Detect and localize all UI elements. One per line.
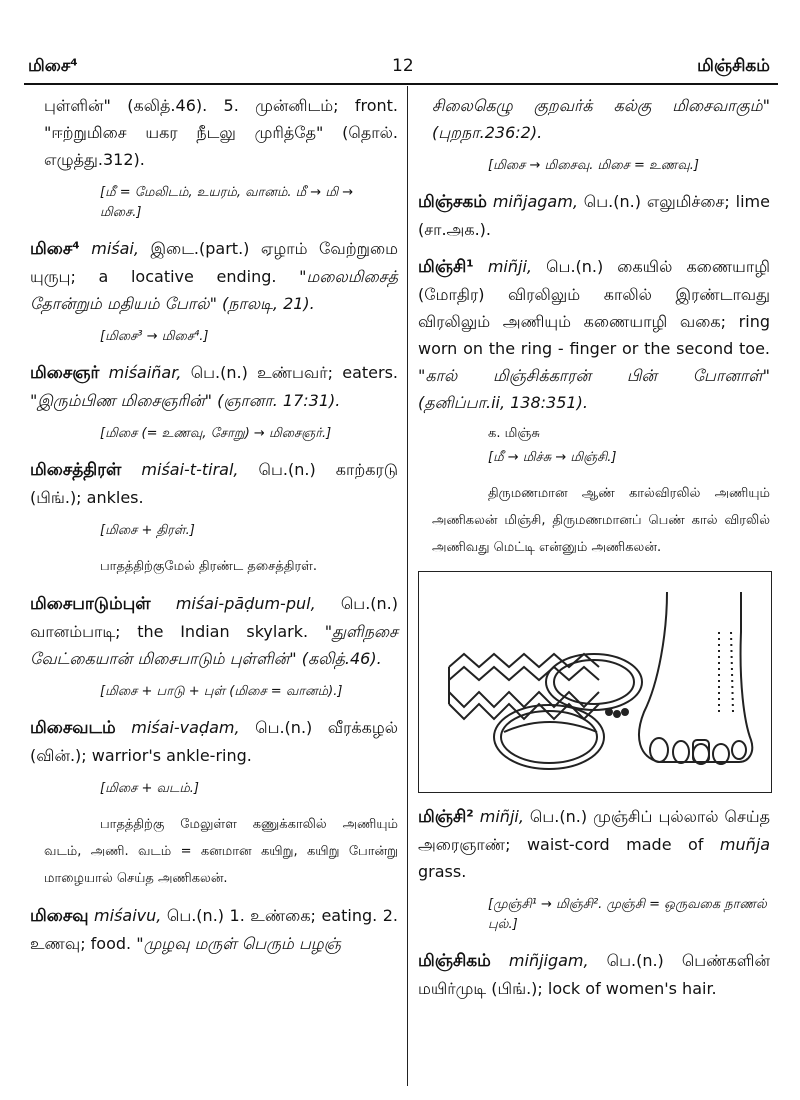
etymology: [மிசை (= உணவு, சோறு) → மிசைஞர்.]: [100, 426, 332, 441]
toe-rings-illustration: [418, 571, 772, 793]
definition: இடை.(part.) ஏழாம் வேற்றுமை யுருபு; a locative ending.: [30, 239, 398, 286]
etymology: [மிசை³ → மிசை⁴.]: [100, 329, 209, 344]
quotation: "துளிநசை வேட்கையான் மிசைபாடும் புள்ளின்" (கலித்.46).: [30, 622, 398, 668]
entry-misaipadumpul: [30, 590, 398, 672]
quotation: "இரும்பிண மிசைஞரின்" (ஞானா. 17:31).: [30, 391, 341, 410]
headword: மிசைஞர்: [30, 363, 100, 383]
explanatory-note: பாதத்திற்கு மேலுள்ள கணுக்காலில் அணியும் வடம், அணி. வடம் = கனமான கயிறு, கயிறு போன்று மாழையால் செய்த அணிகலன்.: [44, 817, 398, 886]
definition: பெ.(n.) 1. உண்கை; eating. 2. உணவு; food.: [30, 906, 398, 953]
transliteration: miñjagam,: [492, 192, 578, 211]
definition: பெ.(n.) காற்கரடு (பிங்.); ankles.: [30, 460, 398, 507]
transliteration: miñji,: [487, 257, 532, 276]
entry-continued: [418, 92, 770, 146]
definition: பெ.(n.) எலுமிச்சை; lime (சா.அக.).: [418, 192, 770, 239]
headword: மிஞ்சிகம்: [418, 951, 491, 971]
entry-minjigam: [418, 947, 770, 1002]
column-divider: [407, 86, 408, 1086]
etymology: [முஞ்சி¹ → மிஞ்சி². முஞ்சி = ஒருவகை நாணல் புல்.]: [488, 897, 767, 932]
etymology: [மிசை + திரள்.]: [100, 523, 195, 538]
quotation: "முழவு மருள் பெரும் பழஞ்: [136, 934, 341, 953]
running-head-left: மிசை⁴: [28, 56, 78, 76]
entry-text: புள்ளின்" (கலித்.46). 5. முன்னிடம்; front. "ஈற்றுமிசை யகர நீடலு முரித்தே" (தொல். எழுத்து.312).: [44, 96, 398, 169]
etymology: [மீ = மேலிடம், உயரம், வானம். மீ → மி → மிசை.]: [100, 185, 354, 220]
entry-continued: [30, 92, 398, 173]
definition-italic: muñja: [719, 835, 770, 854]
cognate-kannada: க. மிஞ்சு: [488, 426, 540, 441]
entry-minji2: [418, 803, 770, 885]
headword: மிஞ்சி¹: [418, 257, 474, 277]
entry-misai4: [30, 235, 398, 317]
quotation: "மலைமிசைத் தோன்றும் மதியம் போல்" (நாலடி, 21).: [30, 267, 398, 313]
headword: மிசைபாடும்புள்: [30, 594, 151, 614]
explanatory-note: திருமணமான ஆண் கால்விரலில் அணியும் அணிகலன் மிஞ்சி, திருமணமானப் பெண் கால் விரலில் அணிவது மெட்டி என்னும் அணிகலன்.: [432, 486, 770, 555]
quotation: சிலைகெழு குறவர்க் கல்கு மிசைவாகும்" (புறநா.236:2).: [432, 96, 770, 142]
definition: பெ.(n.) உண்பவர்; eaters.: [190, 363, 398, 382]
transliteration: miśaivu,: [94, 906, 162, 925]
etymology: [மிசை → மிசைவு. மிசை = உணவு.]: [488, 158, 699, 173]
headword: மிசை⁴: [30, 239, 80, 259]
etymology: [மீ → மிச்சு → மிஞ்சி.]: [488, 450, 617, 465]
etymology: [மிசை + பாடு + புள் (மிசை = வானம்).]: [100, 684, 343, 699]
quotation: "கால் மிஞ்சிக்காரன் பின் போனாள்" (தனிப்பா.ii, 138:351).: [418, 366, 770, 412]
headword: மிசைவடம்: [30, 718, 116, 738]
running-head-right: மிஞ்சிகம்: [697, 56, 770, 76]
transliteration: miñjigam,: [508, 951, 589, 970]
entry-misaivu: [30, 902, 398, 957]
entry-minjagam: [418, 188, 770, 243]
page-header: [0, 0, 800, 84]
left-column: [30, 92, 398, 967]
headword: மிசைத்திரள்: [30, 460, 122, 480]
right-column: [418, 92, 770, 1012]
transliteration: miśaiñar,: [108, 363, 182, 382]
transliteration: miśai-t-tiral,: [141, 460, 239, 479]
definition: பெ.(n.) முஞ்சிப் புல்லால் செய்த அரைஞாண்; waist-cord made of: [418, 807, 770, 854]
page-number: 12: [392, 56, 414, 76]
toe-rings-icon: [419, 572, 771, 792]
definition-end: grass.: [418, 862, 467, 881]
entry-minji1: [418, 253, 770, 416]
header-rule: [24, 83, 778, 85]
definition: பெ.(n.) கையில் கணையாழி (மோதிர) விரலிலும் காலில் இரண்டாவது விரலிலும் அணியும் கணையாழி வகை; ring worn on the ring - finger or the second toe.: [418, 257, 771, 358]
entry-misainar: [30, 359, 398, 414]
transliteration: miśai-pāḍum-pul,: [175, 594, 316, 613]
entry-misaittiral: [30, 456, 398, 511]
explanatory-note: பாதத்திற்குமேல் திரண்ட தசைத்திரள்.: [100, 559, 318, 574]
definition: பெ.(n.) வானம்பாடி; the Indian skylark.: [30, 594, 398, 641]
headword: மிசைவு: [30, 906, 89, 926]
definition: பெ.(n.) வீரக்கழல் (வின்.); warrior's ankle-ring.: [30, 718, 399, 765]
headword: மிஞ்சகம்: [418, 192, 487, 212]
transliteration: miñji,: [479, 807, 524, 826]
transliteration: miśai,: [91, 239, 139, 258]
entry-misaivadam: [30, 714, 398, 769]
definition: பெ.(n.) பெண்களின் மயிர்முடி (பிங்.); lock of women's hair.: [418, 951, 770, 998]
transliteration: miśai-vaḍam,: [131, 718, 240, 737]
etymology: [மிசை + வடம்.]: [100, 781, 199, 796]
headword: மிஞ்சி²: [418, 807, 474, 827]
